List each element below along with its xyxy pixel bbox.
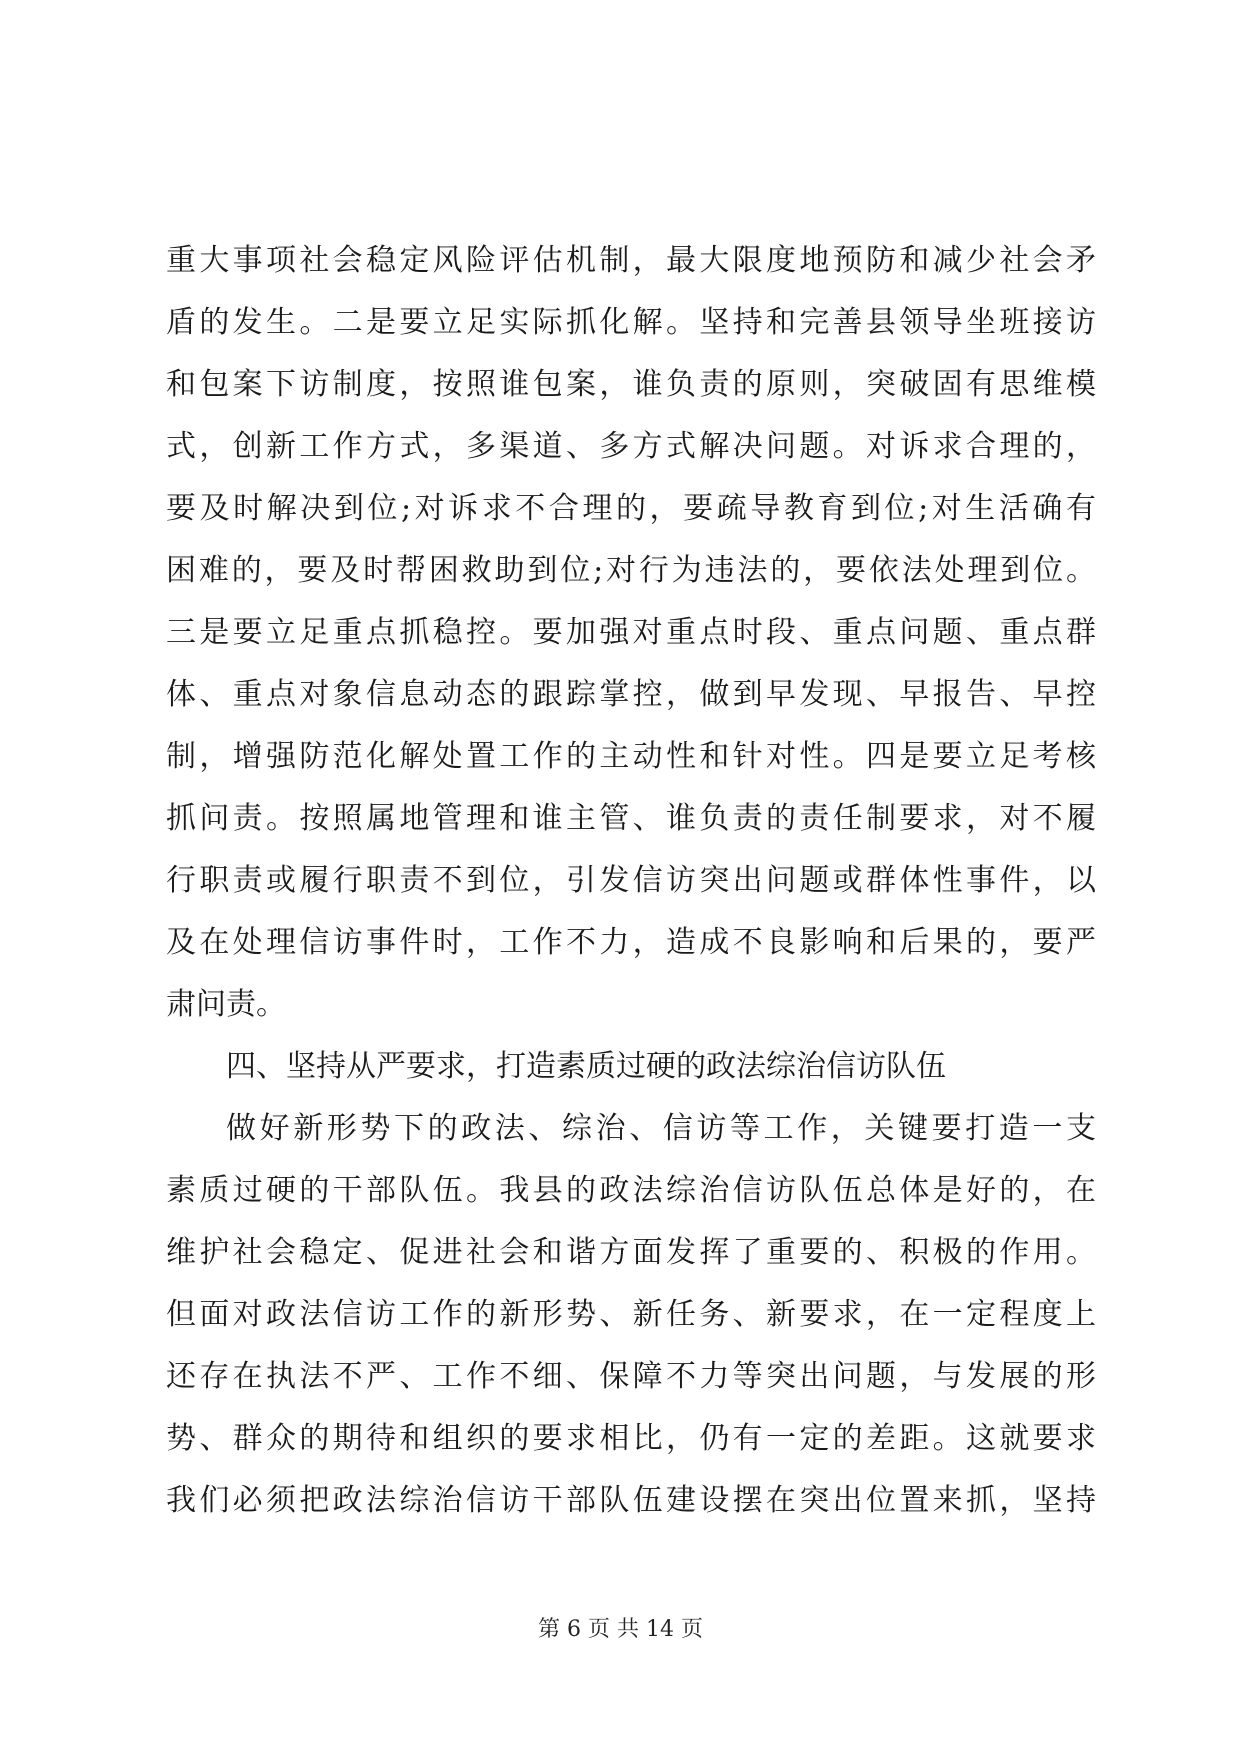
text-line: 式，创新工作方式，多渠道、多方式解决问题。对诉求合理的， [166, 429, 1096, 464]
text-line: 困难的，要及时帮困救助到位;对行为违法的，要依法处理到位。 [166, 553, 1096, 588]
text-line: 素质过硬的干部队伍。我县的政法综治信访队伍总体是好的，在 [166, 1173, 1096, 1208]
text-line: 盾的发生。二是要立足实际抓化解。坚持和完善县领导坐班接访 [166, 305, 1096, 340]
text-line: 肃问责。 [166, 987, 286, 1022]
text-line: 制，增强防范化解处置工作的主动性和针对性。四是要立足考核 [166, 739, 1096, 774]
text-line: 要及时解决到位;对诉求不合理的，要疏导教育到位;对生活确有 [166, 491, 1096, 526]
section-heading: 四、坚持从严要求，打造素质过硬的政法综治信访队伍 [226, 1049, 946, 1084]
text-line: 我们必须把政法综治信访干部队伍建设摆在突出位置来抓，坚持 [166, 1483, 1096, 1518]
text-line: 维护社会稳定、促进社会和谐方面发挥了重要的、积极的作用。 [166, 1235, 1096, 1270]
text-line: 三是要立足重点抓稳控。要加强对重点时段、重点问题、重点群 [166, 615, 1096, 650]
text-line: 做好新形势下的政法、综治、信访等工作，关键要打造一支 [226, 1111, 1096, 1146]
body-text [166, 230, 1096, 1532]
text-line: 行职责或履行职责不到位，引发信访突出问题或群体性事件，以 [166, 863, 1096, 898]
text-line: 及在处理信访事件时，工作不力，造成不良影响和后果的，要严 [166, 925, 1096, 960]
text-line: 重大事项社会稳定风险评估机制，最大限度地预防和减少社会矛 [166, 243, 1096, 278]
text-line: 势、群众的期待和组织的要求相比，仍有一定的差距。这就要求 [166, 1421, 1096, 1456]
text-line: 还存在执法不严、工作不细、保障不力等突出问题，与发展的形 [166, 1359, 1096, 1394]
text-line: 抓问责。按照属地管理和谁主管、谁负责的责任制要求，对不履 [166, 801, 1096, 836]
text-line: 和包案下访制度，按照谁包案，谁负责的原则，突破固有思维模 [166, 367, 1096, 402]
text-line: 但面对政法信访工作的新形势、新任务、新要求，在一定程度上 [166, 1297, 1096, 1332]
text-line: 体、重点对象信息动态的跟踪掌控，做到早发现、早报告、早控 [166, 677, 1096, 712]
page-number-footer: 第 6 页 共 14 页 [538, 1617, 703, 1642]
